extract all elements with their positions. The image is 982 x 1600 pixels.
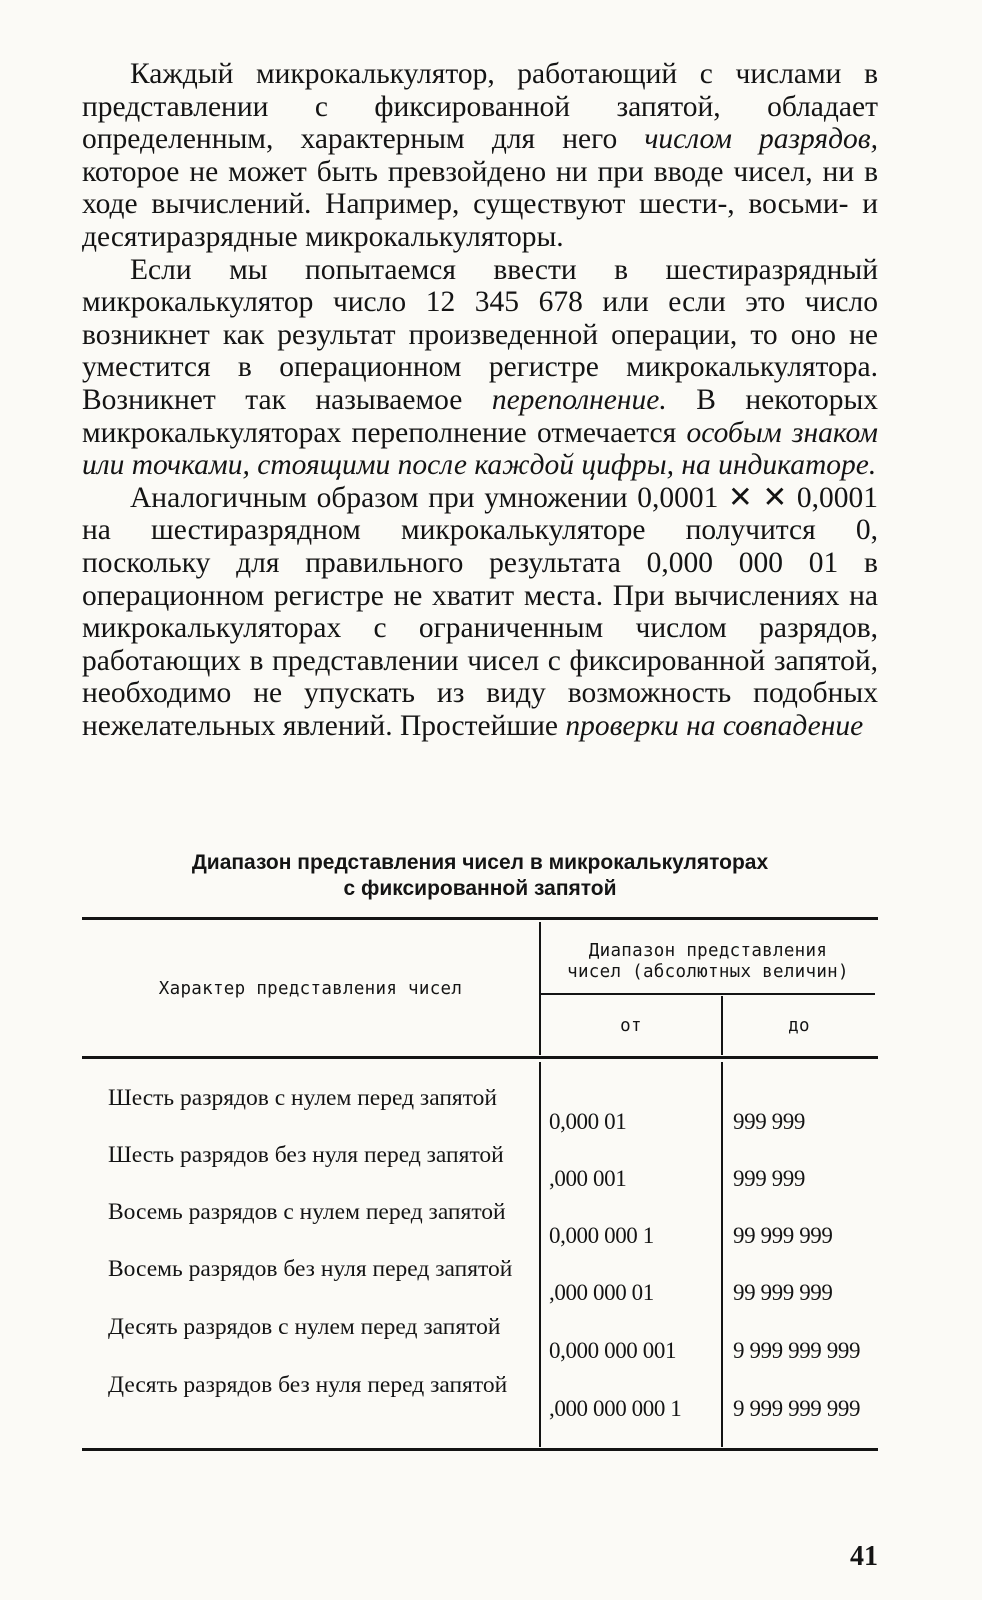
table-top-rule bbox=[82, 917, 878, 920]
body-text bbox=[82, 58, 878, 742]
header-range bbox=[541, 941, 875, 983]
row-label: Шесть разрядов без нуля перед запятой bbox=[108, 1142, 504, 1168]
text-run: Каждый микрокалькулятор, работающий с числами в представлении с фиксированной запятой, обладает определенным, характерным для него bbox=[82, 58, 878, 156]
row-label: Восемь разрядов с нулем перед запятой bbox=[108, 1199, 506, 1225]
text-run: которое не может быть превзойдено ни при вводе чисел, ни в ходе вычислений. Например, существуют шести-, восьми- и десятиразрядные микрокалькуляторы. bbox=[82, 155, 878, 253]
row-from: 0,000 000 1 bbox=[549, 1223, 654, 1248]
row-label: Восемь разрядов без нуля перед запятой bbox=[108, 1256, 513, 1282]
italic-term: особым знаком или точками, стоящими после каждой цифры, на индикаторе. bbox=[82, 416, 878, 482]
italic-term: проверки на совпадение bbox=[565, 709, 864, 742]
row-to: 999 999 bbox=[733, 1109, 805, 1134]
header-character: Характер представления чисел bbox=[158, 979, 463, 999]
text-run: Если мы попытаемся ввести в шестиразрядный микрокалькулятор число 12 345 678 или если это число возникнет как результат произведенной операции, то оно не уместится в операционном регистре микрокалькулятора. Возникнет так называемое bbox=[82, 253, 878, 416]
row-to: 99 999 999 bbox=[733, 1280, 833, 1305]
row-label: Десять разрядов с нулем перед запятой bbox=[108, 1314, 501, 1340]
row-from: 0,000 01 bbox=[549, 1109, 627, 1134]
table-header-bottom-rule bbox=[82, 1056, 878, 1059]
row-to: 9 999 999 999 bbox=[733, 1338, 861, 1363]
page-number: 41 bbox=[850, 1541, 878, 1572]
caption-line: Диапазон представления чисел в микрокалькуляторах bbox=[191, 851, 769, 874]
header-range-line: чисел (абсолютных величин) bbox=[567, 962, 849, 982]
row-from: ,000 001 bbox=[549, 1166, 627, 1191]
header-to: до bbox=[788, 1016, 810, 1036]
row-label: Шесть разрядов с нулем перед запятой bbox=[108, 1085, 498, 1111]
paragraph-1 bbox=[82, 58, 878, 254]
text-run: Аналогичным образом при умножении 0,0001 ✕ ✕ 0,0001 на шестиразрядном микрокалькуляторе получится 0, поскольку для правильного результата 0,000 000 01 в операционном регистре не хватит места. При вычислениях на микрокалькуляторах с ограниченным числом разрядов, работающих в представлении чисел с фиксированной запятой, необходимо не упускать из виду возможность подобных нежелательных явлений. Простейшие bbox=[82, 481, 878, 742]
header-range-line: Диапазон представления bbox=[588, 941, 828, 961]
row-to: 999 999 bbox=[733, 1166, 805, 1191]
row-to: 9 999 999 999 bbox=[733, 1396, 861, 1421]
table-subheader-rule bbox=[541, 993, 875, 995]
row-from: ,000 000 01 bbox=[549, 1280, 654, 1305]
paragraph-3 bbox=[82, 482, 878, 743]
row-label: Десять разрядов без нуля перед запятой bbox=[108, 1372, 508, 1398]
italic-term: переполнение. bbox=[491, 383, 667, 416]
italic-term: числом разрядов, bbox=[644, 123, 878, 156]
table-column-divider bbox=[539, 1062, 541, 1447]
caption-line: с фиксированной запятой bbox=[343, 877, 617, 900]
row-from: 0,000 000 001 bbox=[549, 1338, 677, 1363]
table-bottom-rule bbox=[82, 1448, 878, 1451]
row-to: 99 999 999 bbox=[733, 1223, 833, 1248]
table-caption bbox=[82, 850, 878, 902]
paragraph-2 bbox=[82, 254, 878, 482]
header-from: от bbox=[620, 1016, 642, 1036]
text-run: В некоторых микрокалькуляторах переполнение отмечается bbox=[82, 383, 879, 449]
row-from: ,000 000 000 1 bbox=[549, 1396, 682, 1421]
table-column-divider bbox=[721, 1062, 723, 1447]
